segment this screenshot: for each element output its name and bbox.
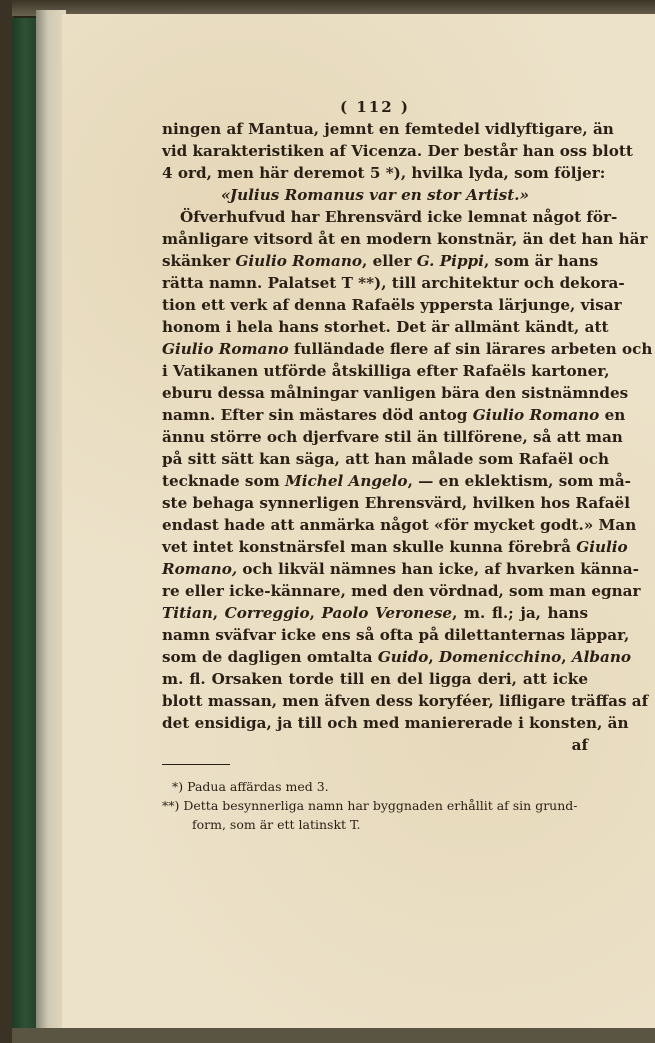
italic-text: «Julius Romanus var en stor Artist.» — [220, 186, 530, 204]
text-line — [162, 668, 588, 690]
text-line — [162, 206, 618, 228]
text-segment: som de dagligen omtalta — [162, 648, 378, 666]
text-segment: , — [212, 604, 225, 622]
text-line — [162, 118, 614, 140]
footnote-2: **) Detta besynnerliga namn har byggnaden erhållit af sin grund- — [162, 798, 578, 813]
text-segment: eburu dessa målningar vanligen bära den sistnämndes — [162, 384, 629, 402]
italic-text: Giulio — [576, 538, 628, 556]
text-segment: , — en eklektism, som må- — [407, 472, 631, 490]
text-segment: månligare vitsord åt en modern konstnär, än det han här — [162, 230, 648, 248]
italic-text: Domenicchino — [438, 648, 562, 666]
text-segment: namn sväfvar icke ens så ofta på dilettanternas läppar, — [162, 626, 630, 644]
text-segment: ste behaga synnerligen Ehrensvärd, hvilken hos Rafaël — [162, 494, 630, 512]
text-line — [162, 558, 639, 580]
body-text — [162, 118, 653, 756]
text-line — [162, 646, 632, 668]
italic-text: Titian — [162, 604, 213, 622]
text-line — [162, 690, 649, 712]
text-segment: tion ett verk af denna Rafaëls yppersta lärjunge, visar — [162, 296, 622, 314]
italic-text: Paolo Veronese — [321, 604, 453, 622]
text-segment: Öfverhufvud har Ehrensvärd icke lemnat något för- — [180, 208, 618, 226]
text-segment: ningen af Mantua, jemnt en femtedel vidlyftigare, än — [162, 120, 614, 138]
text-line — [162, 536, 628, 558]
text-segment: af — [571, 736, 588, 754]
text-segment: m. fl. Orsaken torde till en del ligga deri, att icke — [162, 670, 588, 688]
text-line — [162, 602, 588, 624]
italic-text: Giulio Romano — [162, 340, 289, 358]
text-line — [162, 404, 626, 426]
text-segment: ännu större och djerfvare stil än tillförene, så att man — [162, 428, 623, 446]
text-line — [162, 360, 610, 382]
text-segment: tecknade som — [162, 472, 285, 490]
text-segment: , eller — [362, 252, 417, 270]
text-line — [162, 514, 637, 536]
text-line — [162, 382, 629, 404]
italic-text: G. Pippi — [416, 252, 484, 270]
text-line — [162, 338, 653, 360]
text-line — [162, 250, 599, 272]
text-line — [162, 734, 588, 756]
text-segment: i Vatikanen utförde åtskilliga efter Rafaëls kartoner, — [162, 362, 610, 380]
text-segment: vid karakteristiken af Vicenza. Der består han oss blott — [162, 142, 633, 160]
text-line — [162, 712, 629, 734]
text-segment: , — [428, 648, 439, 666]
footnote-1: *) Padua affärdas med 3. — [172, 779, 329, 794]
text-line — [162, 448, 610, 470]
text-segment: en — [599, 406, 626, 424]
text-segment: fulländade flere af sin lärares arbeten och — [288, 340, 653, 358]
italic-text: Giulio Romano — [235, 252, 363, 270]
text-line — [162, 140, 633, 162]
text-segment: det ensidiga, ja till och med maniererade i konsten, än — [162, 714, 629, 732]
text-line — [162, 228, 648, 250]
text-line — [162, 492, 630, 514]
text-line — [162, 184, 588, 206]
page-number: ( 112 ) — [340, 98, 410, 116]
text-segment: , — [309, 604, 322, 622]
text-segment: vet intet konstnärsfel man skulle kunna förebrå — [162, 538, 577, 556]
text-segment: skänker — [162, 252, 236, 270]
footnote-2-continued: form, som är ett latinskt T. — [192, 817, 361, 832]
italic-text: Michel Angelo — [284, 472, 408, 490]
text-line — [162, 272, 625, 294]
text-segment: honom i hela hans storhet. Det är allmänt kändt, att — [162, 318, 609, 336]
text-line — [162, 426, 623, 448]
text-line — [162, 470, 631, 492]
italic-text: Romano, — [162, 560, 238, 578]
text-line — [162, 580, 641, 602]
text-line — [162, 624, 630, 646]
text-segment: namn. Efter sin mästares död antog — [162, 406, 473, 424]
italic-text: Albano — [571, 648, 632, 666]
page-text — [162, 96, 653, 834]
italic-text: Guido — [377, 648, 429, 666]
text-segment: på sitt sätt kan säga, att han målade som Rafaël och — [162, 450, 610, 468]
text-segment: rätta namn. Palatset T **), till architektur och dekora- — [162, 274, 625, 292]
text-segment: , — [561, 648, 572, 666]
text-segment: blott massan, men äfven dess koryféer, lifligare träffas af — [162, 692, 649, 710]
green-cloth-binding — [12, 18, 38, 1028]
text-segment: , som är hans — [483, 252, 599, 270]
footnote-rule — [162, 764, 230, 765]
text-segment: 4 ord, men här deremot 5 *), hvilka lyda, som följer: — [162, 164, 606, 182]
text-segment: endast hade att anmärka något «för mycket godt.» Man — [162, 516, 637, 534]
text-segment: re eller icke-kännare, med den vördnad, som man egnar — [162, 582, 641, 600]
italic-text: Correggio — [224, 604, 310, 622]
text-segment: och likväl nämnes han icke, af hvarken känna- — [237, 560, 639, 578]
text-line — [162, 294, 622, 316]
text-line — [162, 162, 606, 184]
bottom-book-edge — [12, 1028, 655, 1043]
text-line — [162, 316, 609, 338]
italic-text: Giulio Romano — [472, 406, 600, 424]
text-segment: , m. fl.; ja, hans — [452, 604, 588, 622]
